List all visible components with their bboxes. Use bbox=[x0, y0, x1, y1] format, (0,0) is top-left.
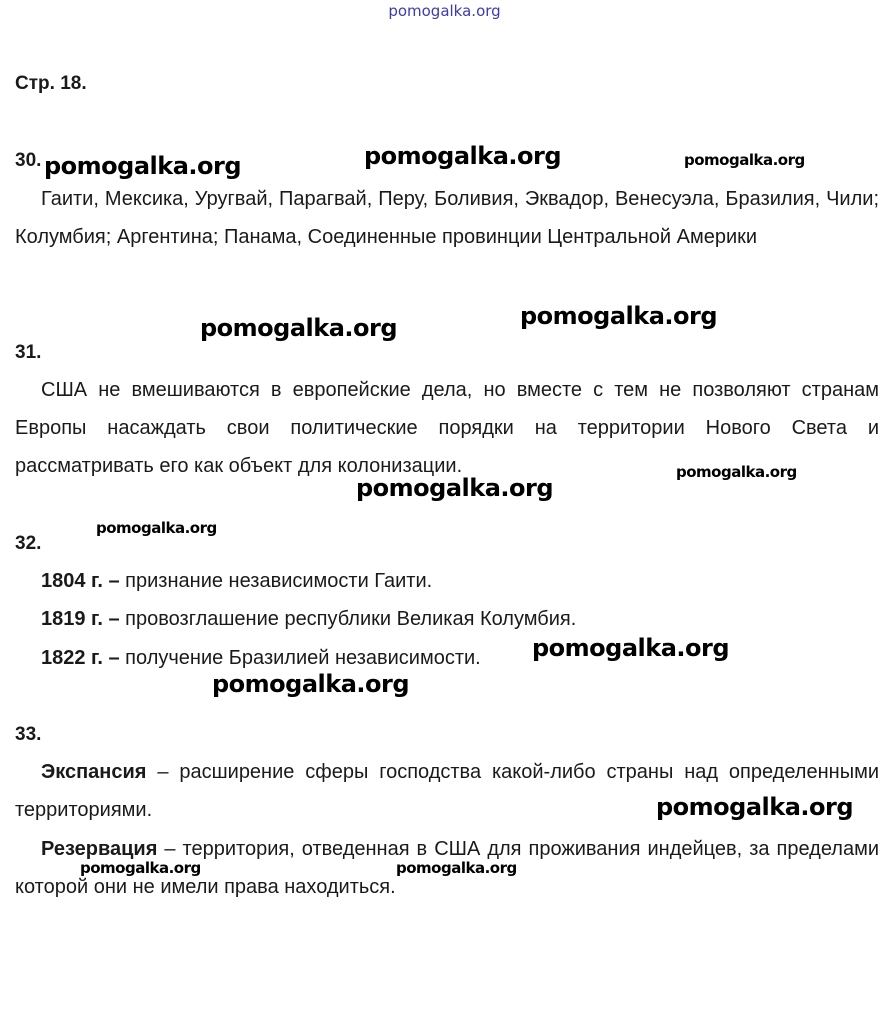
watermark: pomogalka.org bbox=[356, 474, 554, 502]
watermark: pomogalka.org bbox=[656, 793, 854, 821]
watermark: pomogalka.org bbox=[396, 859, 517, 877]
term: Экспансия bbox=[41, 761, 147, 783]
event-description: получение Бразилией независимости. bbox=[119, 647, 481, 669]
answer-30-text: Гаити, Мексика, Уругвай, Парагвай, Перу, Боливия, Эквадор, Венесуэла, Бразилия, Чили; Колумбия; Аргентина; Панама, Соединенные провинции Центральной Америки bbox=[15, 188, 879, 248]
term-description: – территория, отведенная в США для проживания индейцев, за пределами которой они не имели права находиться. bbox=[15, 838, 879, 898]
question-number-33: 33. bbox=[15, 724, 42, 745]
answer-31-text: США не вмешиваются в европейские дела, но вместе с тем не позволяют странам Европы насаждать свои политические порядки на территории Нового Света и рассматривать его как объект для колонизации. bbox=[15, 379, 879, 477]
site-link[interactable]: pomogalka.org bbox=[388, 2, 501, 20]
watermark: pomogalka.org bbox=[80, 859, 201, 877]
watermark: pomogalka.org bbox=[364, 142, 562, 170]
watermark: pomogalka.org bbox=[212, 670, 410, 698]
question-number-32: 32. bbox=[15, 533, 42, 554]
event-year: 1822 г. – bbox=[41, 647, 120, 669]
question-number-31: 31. bbox=[15, 342, 42, 363]
watermark: pomogalka.org bbox=[684, 151, 805, 169]
event-1804 bbox=[41, 569, 432, 593]
question-number-30: 30. bbox=[15, 150, 42, 171]
watermark: pomogalka.org bbox=[96, 519, 217, 537]
event-description: признание независимости Гаити. bbox=[119, 570, 433, 592]
event-year: 1819 г. – bbox=[41, 608, 120, 630]
watermark: pomogalka.org bbox=[200, 314, 398, 342]
event-1819 bbox=[41, 607, 576, 631]
event-year: 1804 г. – bbox=[41, 570, 120, 592]
event-1822 bbox=[41, 646, 481, 670]
page-heading: Стр. 18. bbox=[15, 73, 87, 94]
watermark: pomogalka.org bbox=[676, 463, 797, 481]
term-description: – расширение сферы господства какой-либо страны над определенными территориями. bbox=[15, 761, 879, 821]
event-description: провозглашение республики Великая Колумбия. bbox=[119, 608, 577, 630]
watermark: pomogalka.org bbox=[532, 634, 730, 662]
watermark: pomogalka.org bbox=[520, 302, 718, 330]
term: Резервация bbox=[41, 838, 158, 860]
watermark: pomogalka.org bbox=[44, 152, 242, 180]
